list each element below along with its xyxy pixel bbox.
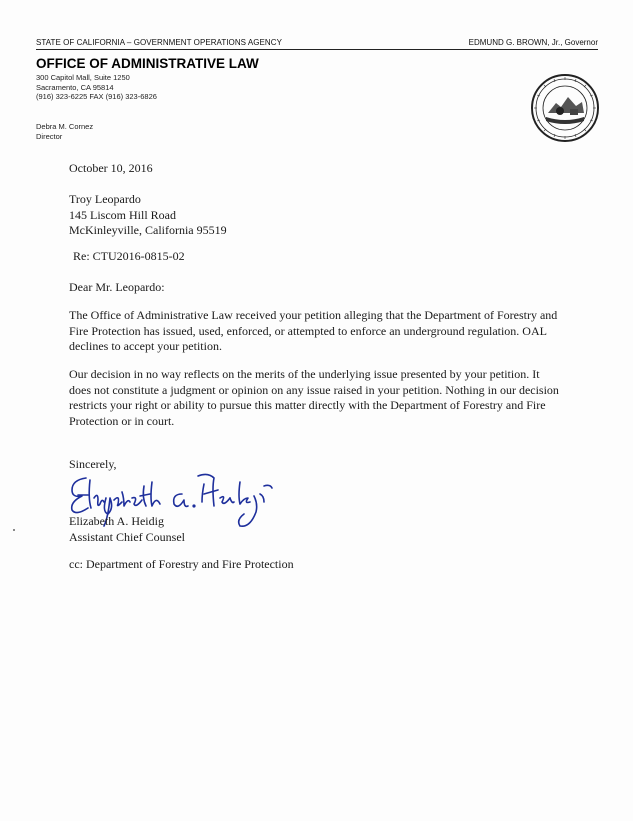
paragraph-line: The Office of Administrative Law received your petition alleging that the Department of Forestry and: [69, 308, 558, 322]
address-line: (916) 323-6225 FAX (916) 323-6826: [36, 92, 157, 101]
governor-name: EDMUND G. BROWN, Jr., Governor: [468, 38, 598, 47]
salutation: Dear Mr. Leopardo:: [69, 280, 165, 294]
agency-name: STATE OF CALIFORNIA – GOVERNMENT OPERATIONS AGENCY: [36, 38, 282, 47]
cc-line: cc: Department of Forestry and Fire Protection: [69, 557, 294, 571]
reference-line: Re: CTU2016-0815-02: [73, 249, 185, 263]
letterhead-divider: [36, 49, 598, 50]
office-address: [36, 73, 157, 102]
director-title: Director: [36, 131, 63, 141]
recipient-line: McKinleyville, California 95519: [69, 223, 227, 237]
closing: Sincerely,: [69, 457, 117, 471]
address-line: Sacramento, CA 95814: [36, 82, 114, 92]
recipient-address: [69, 192, 579, 239]
recipient-line: 145 Liscom Hill Road: [69, 207, 176, 222]
address-line: 300 Capitol Mall, Suite 1250: [36, 73, 130, 82]
signer-block: [69, 514, 579, 545]
letter-date: October 10, 2016: [69, 161, 153, 175]
director-name: Debra M. Cornez: [36, 122, 94, 131]
paragraph-line: does not constitute a judgment or opinion on any issue raised in your petition. Nothing in our decision: [69, 382, 559, 397]
paragraph-line: Protection or in court.: [69, 413, 175, 428]
signer-title: Assistant Chief Counsel: [69, 529, 185, 544]
paragraph-line: Our decision in no way reflects on the merits of the underlying issue presented by your petition. It: [69, 367, 540, 381]
state-seal-icon: [530, 73, 600, 143]
paragraph-line: declines to accept your petition.: [69, 339, 222, 353]
paragraph-line: Fire Protection has issued, used, enforced, or attempted to enforce an underground regulation. OAL: [69, 323, 547, 338]
office-name: OFFICE OF ADMINISTRATIVE LAW: [36, 56, 259, 71]
director-block: [36, 122, 93, 141]
recipient-line: Troy Leopardo: [69, 192, 141, 206]
scan-speck: [13, 529, 15, 531]
paragraph-2: [69, 367, 579, 429]
signer-name: Elizabeth A. Heidig: [69, 514, 164, 528]
paragraph-line: restricts your right or ability to pursue this matter directly with the Department of Forestry and Fire: [69, 398, 546, 412]
paragraph-1: [69, 308, 579, 355]
